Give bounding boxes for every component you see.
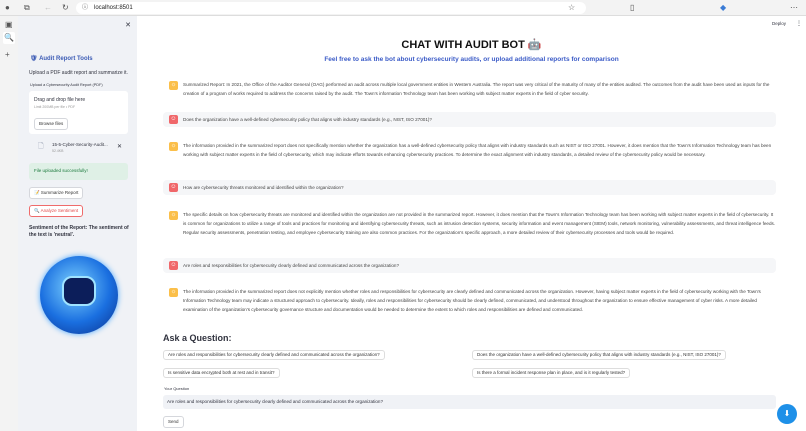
deploy-button[interactable]: Deploy (772, 21, 787, 26)
summarize-report-button[interactable]: 📝 Summarize Report (29, 187, 83, 199)
chat-message-bot: ☼ Summarized Report: In 2021, the Office of the Auditor General (OAG) performed an audit across multiple local government entities in Western Australia. The report was very critical of the maturity of many of the entities audited. The outcomes from the audit have been used as inputs for the creation of a program of works required to address the concerns raised by the audit. The Town's information Technology team has been working with subject matter experts in the field of cyber security. (170, 82, 770, 96)
file-size: 52.4KB (52, 149, 64, 153)
suggestion-button[interactable]: Is there a formal incident response plan in place, and is it regularly tested? (472, 368, 630, 378)
add-icon[interactable]: + (5, 50, 10, 59)
back-icon[interactable]: ← (44, 3, 52, 12)
remove-file-icon[interactable]: ✕ (117, 144, 123, 150)
page-title: CHAT WITH AUDIT BOT 🤖 (401, 39, 542, 51)
bot-avatar-icon: ☼ (170, 212, 177, 218)
browse-files-button[interactable]: Browse files (34, 118, 68, 130)
split-icon[interactable]: ▯ (630, 3, 635, 12)
close-sidebar-icon[interactable]: ✕ (125, 22, 131, 29)
url-text: localhost:8501 (94, 5, 133, 11)
tabs-icon[interactable]: ⧉ (24, 3, 30, 12)
bot-avatar-icon: ☼ (170, 82, 177, 88)
scroll-down-button[interactable] (777, 404, 797, 424)
ask-heading: Ask a Question: (163, 333, 232, 343)
upload-label: Upload a Cybersecurity Audit Report (PDF) (30, 83, 103, 87)
user-avatar-icon: ☺ (170, 116, 177, 122)
send-button[interactable]: Send (163, 416, 184, 428)
drop-text: Drag and drop file here (34, 97, 86, 103)
sidebar-title: 🛡 Audit Report Tools (30, 56, 93, 62)
user-avatar-icon: ☺ (170, 184, 177, 190)
sidebar-toggle-icon[interactable]: ▣ (5, 20, 13, 29)
favorite-icon[interactable]: ☆ (568, 3, 576, 12)
suggestion-button[interactable]: Are roles and responsibilities for cybersecurity clearly defined and communicated across the organization? (163, 350, 385, 360)
chat-message-user: ☺ Are roles and responsibilities for cybersecurity clearly defined and communicated across the organization? (163, 258, 776, 273)
analyze-sentiment-button[interactable]: 🔍 Analyze Sentiment (29, 205, 83, 217)
arrow-down-icon: ⬇ (783, 409, 791, 418)
profile-icon[interactable]: ● (5, 3, 10, 12)
file-icon: 🗋 (38, 143, 44, 150)
reload-icon[interactable]: ↻ (62, 3, 69, 12)
upload-success-alert: File uploaded successfully! (29, 163, 128, 180)
browser-toolbar (0, 0, 806, 16)
browser-side-rail (0, 16, 18, 431)
menu-icon[interactable]: ⋯ (790, 3, 798, 12)
robot-globe-image (40, 256, 118, 334)
sentiment-result: Sentiment of the Report: The sentiment of the text is 'neutral'. (29, 225, 129, 238)
bot-avatar-icon: ☼ (170, 289, 177, 295)
search-icon[interactable]: 🔍 (4, 33, 14, 42)
suggestion-button[interactable]: Does the organization have a well-defined cybersecurity policy that aligns with industry standards (e.g., NIST, ISO 27001)? (472, 350, 726, 360)
file-name: 15-5-Cyber-Security-Audit... (52, 142, 108, 147)
chat-message-user: ☺ How are cybersecurity threats monitored and identified within the organization? (163, 180, 776, 195)
info-icon: ⓘ (82, 5, 89, 11)
chat-message-user: ☺ Does the organization have a well-defined cybersecurity policy that aligns with industry standards (e.g., NIST, ISO 27001)? (163, 112, 776, 127)
suggestion-button[interactable]: Is sensitive data encrypted both at rest and in transit? (163, 368, 280, 378)
page-subtitle: Feel free to ask the bot about cybersecurity audits, or upload additional reports for comparison (324, 56, 619, 63)
sidebar (18, 16, 137, 431)
copilot-icon[interactable]: ◆ (720, 3, 727, 12)
robot-face (62, 276, 96, 306)
file-dropzone[interactable] (29, 91, 128, 134)
app-menu-icon[interactable]: ⋮ (796, 21, 802, 27)
chat-message-bot: ☼ The information provided in the summarized report does not specifically mention whether the organization has a well-defined cybersecurity policy that aligns with industry standards such as NIST or ISO 27001. However, it does mention that the Town's Information Technology team has been working with subject matter experts in the field of cybersecurity, which may indicate efforts towards enhancing cybersecurity practices. To determine the exact alignment with industry standards, a detailed review of the cybersecurity policy would be necessary. (170, 143, 772, 157)
address-bar[interactable] (76, 2, 586, 14)
question-label: Your Question (164, 386, 190, 391)
limit-text: Limit 200MB per file • PDF (34, 105, 76, 109)
question-input[interactable]: Are roles and responsibilities for cybersecurity clearly defined and communicated across the organization? (163, 395, 776, 409)
sidebar-intro: Upload a PDF audit report and summarize it. (29, 70, 128, 76)
chat-message-bot: ☼ The specific details on how cybersecurity threats are monitored and identified within the organization are not provided in the summarized report. However, it does mention that the Town's Information Technology team has been working with subject matter experts in the field of cybersecurity. It is common for organizations to utilize a range of tools and practices for monitoring and identifying cybersecurity threats, such as intrusion detection systems, security information and event management (SIEM) tools, network monitoring, vulnerability assessments, and threat intelligence feeds. Regular security assessments, penetration testing, and employee cybersecurity training are also common practices. For the organization's specific approach, a more detailed review of their cybersecurity processes and tools would be required. (170, 212, 776, 235)
bot-avatar-icon: ☼ (170, 143, 177, 149)
chat-message-bot: ☼ The information provided in the summarized report does not explicitly mention whether roles and responsibilities for cybersecurity are clearly defined and communicated across the organization. However, having subject matter experts in the field of cybersecurity working with the Town's Information Technology team may indicate a structured approach to cybersecurity. Ideally, roles and responsibilities for cybersecurity should be clearly defined, communicated, and understood throughout the organization to ensure effective management of cyber risks. A more detailed examination of the organization's cybersecurity governance structure and documentation would be needed to determine the extent to which roles and responsibilities are defined and communicated. (170, 289, 761, 312)
user-avatar-icon: ☺ (170, 262, 177, 268)
